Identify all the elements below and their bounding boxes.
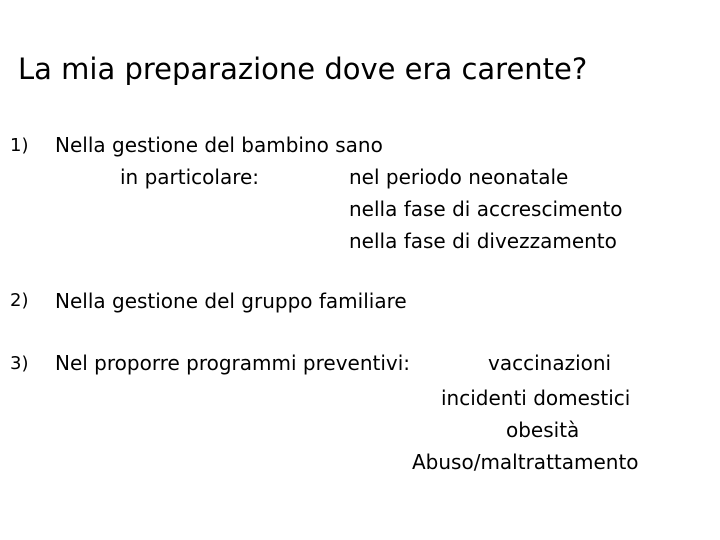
- item-2-number: 2): [10, 290, 29, 311]
- item-1-number: 1): [10, 135, 29, 156]
- item-1-sub-item-2: nella fase di accrescimento: [349, 197, 623, 221]
- slide-title: La mia preparazione dove era carente?: [18, 52, 588, 86]
- item-3-sub-item-4: Abuso/maltrattamento: [412, 450, 639, 474]
- item-1-text: Nella gestione del bambino sano: [55, 133, 383, 157]
- item-3-sub-item-2: incidenti domestici: [441, 386, 631, 410]
- item-1-sub-item-3: nella fase di divezzamento: [349, 229, 617, 253]
- item-3-sub-item-3: obesità: [506, 418, 580, 442]
- item-1-sub-item-1: nel periodo neonatale: [349, 165, 569, 189]
- item-3-number: 3): [10, 353, 29, 374]
- item-3-sub-item-1: vaccinazioni: [488, 351, 612, 375]
- item-2-text: Nella gestione del gruppo familiare: [55, 289, 407, 313]
- item-3-text: Nel proporre programmi preventivi:: [55, 351, 411, 375]
- item-1-sub-label: in particolare:: [120, 165, 260, 189]
